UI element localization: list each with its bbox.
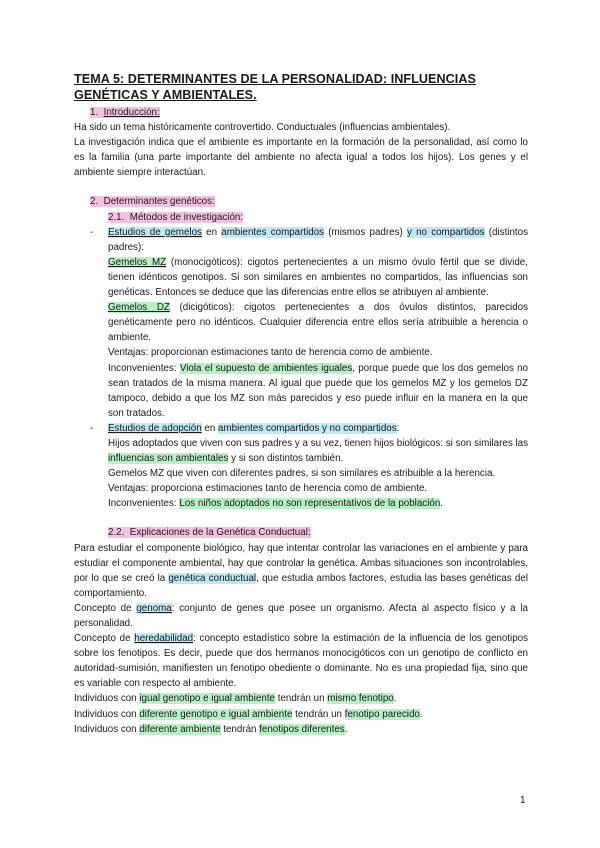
phenotype-line-1: Individuos con igual genotipo e igual ambiente tendrán un mismo fenotipo. (74, 693, 397, 705)
bullet-dash: - (90, 422, 94, 434)
page-title: TEMA 5: DETERMINANTES DE LA PERSONALIDAD: INFLUENCIAS GENÉTICAS Y AMBIENTALES. (74, 72, 476, 102)
subsection-2-2-heading (108, 525, 528, 540)
phenotype-line-3: Individuos con diferente ambiente tendrán fenotipos diferentes. (74, 723, 348, 735)
bullet-twin-studies: - Estudios de gemelos en ambientes compartidos (mismos padres) y no compartidos (distintos padres): Gemelos MZ (monocigóticos): cigotos pertenecientes a un mismo óvulo fértil que se divide, tienen idénticos genotipos. Si son similares en ambientes no compartidos, las influencias son genéticas. Entonces se deduce que las diferencias entre ellos se atribuyen al ambiente. Gemelos DZ (dicigóticos): cigotos pertenecientes a dos óvulos distintos, parecidos genéticamente pero no idénticos. Cualquier diferencia entre ellos sería atribuible a herencia o ambiente. Ventajas: proporcionan estimaciones tanto de herencia como de ambiente. Inconvenientes: Viola el supuesto de ambientes iguales, porque puede que los dos gemelos no sean tratados de la misma manera. Al igual que puede que los gemelos MZ y los gemelos DZ tampoco, debido a que los MZ son más parecidos y eso puede influir en la manera en la que son tratados. (90, 226, 529, 419)
bullet-dash: - (90, 226, 94, 238)
subsection-title: Métodos de investigación: (129, 211, 244, 223)
genome-paragraph: Concepto de genoma: conjunto de genes que posee un organismo. Afecta al aspecto físico y a la personalidad. (74, 602, 528, 629)
section-number: 2. (90, 196, 99, 208)
document-page (74, 72, 528, 737)
section-title: Introducción: (103, 107, 160, 118)
section-2-heading (90, 194, 528, 209)
section-title: Determinantes genéticos: (103, 196, 215, 208)
page-number: 1 (520, 795, 526, 806)
section-1-heading (90, 105, 528, 120)
intro-paragraph-1: Ha sido un tema históricamente controvertido. Conductuales (influencias ambientales). (74, 122, 451, 134)
heritability-paragraph: Concepto de heredabilidad: concepto estadístico sobre la estimación de la influencia de los genotipos sobre los fenotipos. Es decir, puede que dos hermanos monocigóticos con un genotipo de conflicto en autoridad-sumisión, manifiesten un fenotipo obediente o dominante. No es una propiedad fija, sino que es variable con respecto al ambiente. (74, 633, 529, 690)
intro-paragraph-2: La investigación indica que el ambiente es importante en la formación de la personalidad, así como lo es la familia (una parte importante del ambiente no afecta igual a todos los hijos). Los genes y el ambiente siempre interactúan. (74, 137, 528, 179)
subsection-2-1-heading (108, 210, 528, 225)
subsection-number: 2.2. (108, 527, 125, 539)
section-number: 1. (90, 107, 99, 118)
bullet-adoption-studies: - Estudios de adopción en ambientes compartidos y no compartidos: Hijos adoptados que viven con sus padres y a su vez, tienen hijos biológicos: si son similares las influencias son ambientales y si son distintos también. Gemelos MZ que viven con diferentes padres, si son similares es atribuible a la herencia. Ventajas: proporciona estimaciones tanto de herencia como de ambiente. Inconvenientes: Los niños adoptados no son representativos de la población. (90, 422, 528, 510)
phenotype-line-2: Individuos con diferente genotipo e igual ambiente tendrán un fenotipo parecido. (74, 708, 423, 720)
subsection-title: Explicaciones de la Genética Conductual: (129, 527, 311, 539)
subsection-number: 2.1. (108, 211, 125, 223)
genetics-paragraph: Para estudiar el componente biológico, hay que intentar controlar las variaciones en el ambiente y para estudiar el componente ambiental, hay que controlar la genética. Ambas situaciones son incontrolables, por lo que se creó la genética conductual, que estudia ambos factores, estudia las bases genéticas del comportamiento. (74, 542, 528, 599)
